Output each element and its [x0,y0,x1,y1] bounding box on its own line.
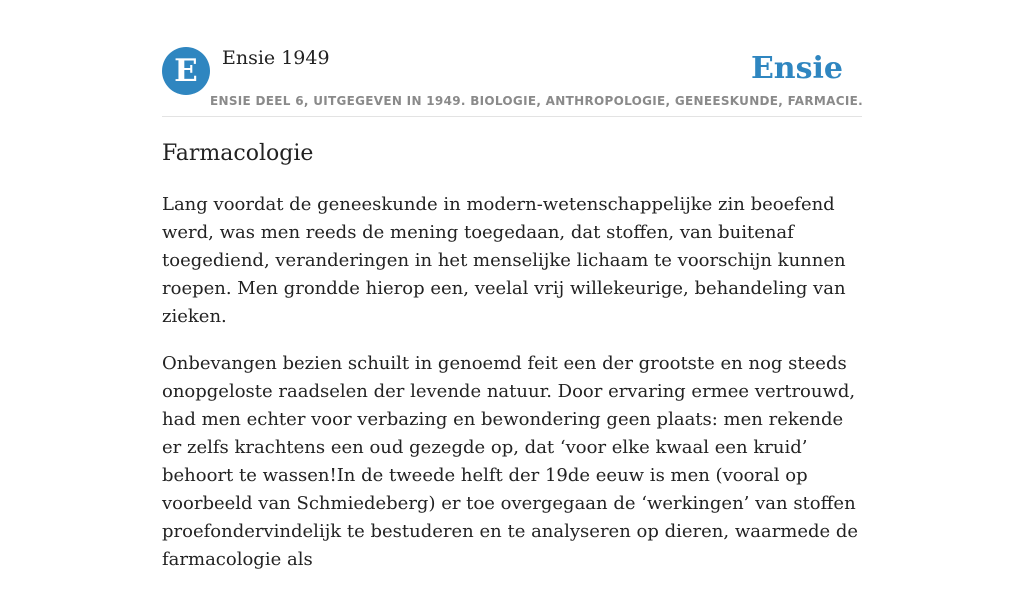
volume-subtitle: ENSIE DEEL 6, UITGEGEVEN IN 1949. BIOLOGIE, ANTHROPOLOGIE, GENEESKUNDE, FARMACIE. [210,94,863,108]
site-header [162,40,862,117]
ensie-logo[interactable]: E [162,47,210,95]
site-title[interactable]: Ensie 1949 [222,47,330,69]
article-paragraph: Lang voordat de geneeskunde in modern-wetenschappelijke zin beoefend werd, was men reeds de mening toegedaan, dat stoffen, van buitenaf toegediend, veranderingen in het menselijke lichaam te voorschijn kunnen roepen. Men grondde hierop een, veelal vrij willekeurige, behandeling van zieken. [162,194,846,327]
article-paragraph: Onbevangen bezien schuilt in genoemd feit een der grootste en nog steeds onopgeloste raadselen der levende natuur. Door ervaring ermee vertrouwd, had men echter voor verbazing en bewondering geen plaats: men rekende er zelfs krachtens een oud gezegde op, dat ‘voor elke kwaal een kruid’ behoort te wassen!In de tweede helft der 19de eeuw is men (vooral op voorbeeld van Schmiedeberg) er toe overgegaan de ‘werkingen’ van stoffen proefondervindelijk te bestuderen en te analyseren op dieren, waarmede de farmacologie als [162,353,859,570]
article [162,136,862,593]
entry-title: Farmacologie [162,141,314,166]
brand-wordmark[interactable]: Ensie [750,51,843,86]
